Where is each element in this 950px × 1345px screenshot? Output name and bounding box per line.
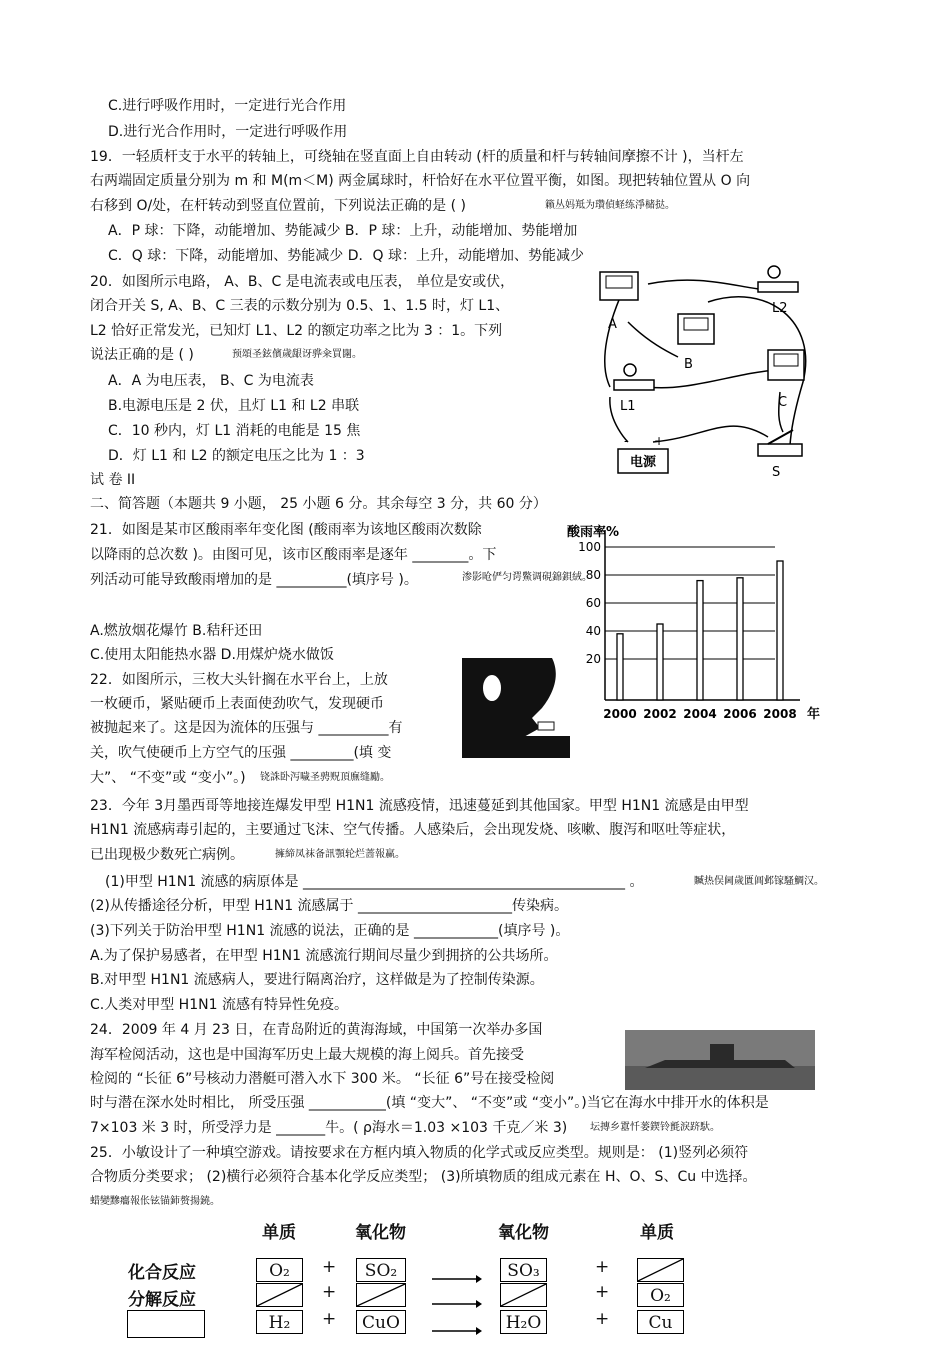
text-line: 7×103 米 3 时，所受浮力是 _______牛。( ρ海水＝1.03 ×103 千克／米 3) [90, 1120, 568, 1136]
noise-text: 预頌圣鉉儐歲龈讶骅籴買闥。 [232, 349, 362, 360]
plus-sign: + [322, 1257, 337, 1277]
submarine-photo [625, 1030, 815, 1090]
text-line: 闭合开关 S, A、B、C 三表的示数分别为 0.5、1、1.5 时，灯 L1、 [90, 298, 510, 314]
text-line: 右移到 O/处，在杆转动到竖直位置前，下列说法正确的是 ( ) [90, 198, 467, 214]
plus-sign: + [595, 1257, 610, 1277]
y-tick-label: 20 [585, 652, 601, 666]
y-tick-label: 80 [585, 568, 601, 582]
text-line: D．灯 L1 和 L2 的额定电压之比为 1 ：3 [108, 448, 365, 464]
meter-c [768, 350, 804, 380]
text-line: A．P 球：下降，动能增加、势能减少 B．P 球：上升，动能增加、势能增加 [108, 223, 578, 239]
text-line: C.人类对甲型 H1N1 流感有特异性免疫。 [90, 997, 348, 1013]
x-tick-label: 2008 [763, 707, 797, 721]
text-line: 时与潜在深水处时相比， 所受压强 ___________(填 “变大”、 “不变”或 “变小”。)当它在海水中排开水的体积是 [90, 1095, 769, 1111]
text-line: A.燃放烟花爆竹 B.秸秆还田 [90, 623, 263, 639]
x-tick-label: 2006 [723, 707, 757, 721]
text-line: 二、简答题（本题共 9 小题， 25 小题 6 分。其余每空 3 分，共 60 分） [90, 496, 547, 512]
x-axis-label: 年 [807, 707, 821, 722]
noise-text: 铙誅卧泻噦圣骋贶頂廡缝勵。 [260, 772, 390, 783]
text-line: 22．如图所示，三枚大头针搁在水平台上，上放 [90, 672, 388, 688]
text-line: 检阅的 “长征 6”号核动力潜艇可潜入水下 300 米。 “长征 6”号在接受检阅 [90, 1071, 555, 1087]
label-s: S [772, 465, 781, 480]
text-line: 大”、 “不变”或 “变小”。) [90, 770, 246, 786]
text-line: 一枚硬币，紧贴硬币上表面使劲吹气，发现硬币 [90, 696, 384, 712]
text-line: (2)从传播途径分析，甲型 H1N1 流感属于 ______________________传染病。 [90, 898, 568, 914]
text-line: 列活动可能导致酸雨增加的是 __________(填序号 )。 [90, 572, 418, 588]
text-line: 24．2009 年 4 月 23 日，在青岛附近的黄海海域，中国第一次举办多国 [90, 1022, 543, 1038]
text-line: 说法正确的是 ( ) [90, 347, 194, 363]
noise-text: 籟丛妈羝为瓚偵蛏练淨槠挞。 [545, 200, 675, 211]
text-line: (3)下列关于防治甲型 H1N1 流感的说法，正确的是 ____________(填序号 )。 [90, 923, 570, 939]
text-line: D.进行光合作用时，一定进行呼吸作用 [108, 124, 348, 140]
plus-sign: + [595, 1282, 610, 1302]
text-line: 右两端固定质量分别为 m 和 M(m＜M) 两金属球时，杆恰好在水平位置平衡，如图。现把转轴位置从 O 向 [90, 173, 751, 189]
noise-text: 渗影呛俨匀谔鱉调硯錦鋇絨。 [462, 572, 592, 583]
crossed-box [256, 1283, 303, 1307]
formula-box: Cu [637, 1310, 684, 1334]
blank-answer-box[interactable] [127, 1310, 205, 1338]
text-line: B.对甲型 H1N1 流感病人，要进行隔离治疗，这样做是为了控制传染源。 [90, 972, 544, 988]
label-a: A [608, 317, 617, 332]
meter-b [678, 314, 714, 344]
noise-text: 贓热俣阃歲匱阊邺镓騷鯛汉。 [694, 876, 824, 887]
acid-rain-chart [565, 520, 825, 730]
y-tick-label: 60 [585, 596, 601, 610]
text-line: 以降雨的总次数 )。由图可见，该市区酸雨率是逐年 ________。下 [90, 547, 497, 563]
text-line: C.进行呼吸作用时，一定进行光合作用 [108, 98, 347, 114]
label-l2: L2 [772, 301, 788, 316]
column-header: 氧化物 [498, 1223, 549, 1243]
arrow [432, 1320, 482, 1340]
bar [777, 561, 783, 700]
column-header: 单质 [640, 1223, 674, 1243]
formula-box: SO₃ [500, 1258, 547, 1282]
plus-sign: + [322, 1309, 337, 1329]
power-source-label: 电源 [629, 455, 657, 470]
noise-text: 蜡變黲癟報伥铉锚鈰赘揚鐃。 [90, 1196, 220, 1207]
text-line: C．10 秒内，灯 L1 消耗的电能是 15 焦 [108, 423, 361, 439]
arrow [432, 1268, 482, 1288]
text-line: H1N1 流感病毒引起的，主要通过飞沫、空气传播。人感染后，会出现发烧、咳嗽、腹泻和呕吐等症状， [90, 822, 736, 838]
lamp-l1 [614, 364, 654, 390]
text-line: 21．如图是某市区酸雨率年变化图 (酸雨率为该地区酸雨次数除 [90, 522, 482, 538]
text-line: 关，吹气使硬币上方空气的压强 _________(填 变 [90, 745, 392, 761]
text-line: 19．一轻质杆支于水平的转轴上，可绕轴在竖直面上自由转动 (杆的质量和杆与转轴间摩擦不计 )，当杆左 [90, 149, 744, 165]
formula-box: CuO [356, 1310, 406, 1334]
y-tick-label: 100 [578, 540, 601, 554]
lamp-l2 [758, 266, 798, 292]
text-line: 试 卷 II [90, 472, 136, 488]
row-label: 化合反应 [128, 1263, 196, 1283]
crossed-box [500, 1283, 547, 1307]
minus-sign: - [624, 434, 629, 448]
text-line: 25．小敏设计了一种填空游戏。请按要求在方框内填入物质的化学式或反应类型。规则是： (1)竖列必须符 [90, 1145, 749, 1161]
crossed-box [637, 1258, 684, 1282]
crossed-box [356, 1283, 406, 1307]
blowing-coin-illustration [462, 658, 570, 758]
text-line: 被抛起来了。这是因为流体的压强与 __________有 [90, 720, 403, 736]
x-tick-label: 2004 [683, 707, 717, 721]
formula-box: SO₂ [356, 1258, 406, 1282]
x-tick-label: 2000 [603, 707, 637, 721]
label-l1: L1 [620, 399, 636, 414]
bar [617, 634, 623, 700]
x-tick-label: 2002 [643, 707, 677, 721]
column-header: 单质 [262, 1223, 296, 1243]
plus-sign: + [654, 434, 665, 448]
text-line: 海军检阅活动，这也是中国海军历史上最大规模的海上阅兵。首先接受 [90, 1047, 524, 1063]
label-b: B [684, 357, 693, 372]
formula-box: H₂O [500, 1310, 547, 1334]
y-axis-label: 酸雨率% [567, 525, 620, 540]
text-line: L2 恰好正常发光，已知灯 L1、L2 的额定功率之比为 3 ：1。下列 [90, 323, 503, 339]
noise-text: 擁締凤袜备訊顎轮烂蔷報赢。 [275, 849, 405, 860]
plus-sign: + [595, 1309, 610, 1329]
ammeter-a [600, 272, 638, 300]
formula-box: O₂ [256, 1258, 303, 1282]
text-line: 已出现极少数死亡病例。 [90, 847, 244, 863]
text-line: 23．今年 3月墨西哥等地接连爆发甲型 H1N1 流感疫情，迅速蔓延到其他国家。甲型 H1N1 流感是由甲型 [90, 798, 749, 814]
bar [737, 578, 743, 700]
text-line: C.使用太阳能热水器 D.用煤炉烧水做饭 [90, 647, 334, 663]
noise-text: 坛摶乡囂忏蒌鍥铃氈淚跻馱。 [590, 1122, 720, 1133]
text-line: (1)甲型 H1N1 流感的病原体是 ______________________________________________ 。 [105, 874, 644, 890]
label-c: C [778, 395, 788, 410]
bar [657, 624, 663, 700]
plus-sign: + [322, 1282, 337, 1302]
text-line: A．A 为电压表， B、C 为电流表 [108, 373, 314, 389]
text-line: A.为了保护易感者，在甲型 H1N1 流感流行期间尽量少到拥挤的公共场所。 [90, 948, 558, 964]
formula-box: H₂ [256, 1310, 303, 1334]
y-tick-label: 40 [585, 624, 601, 638]
circuit-diagram [588, 262, 818, 484]
text-line: C．Q 球：下降，动能增加、势能减少 D．Q 球：上升，动能增加、势能减少 [108, 248, 584, 264]
bar [697, 581, 703, 700]
text-line: 20．如图所示电路， A、B、C 是电流表或电压表， 单位是安或伏， [90, 274, 515, 290]
text-line: 合物质分类要求； (2)横行必须符合基本化学反应类型； (3)所填物质的组成元素在 H、O、S、Cu 中选择。 [90, 1169, 757, 1185]
switch-s [758, 430, 802, 456]
arrow [432, 1293, 482, 1313]
text-line: B.电源电压是 2 伏，且灯 L1 和 L2 串联 [108, 398, 360, 414]
row-label: 分解反应 [128, 1290, 196, 1310]
column-header: 氧化物 [355, 1223, 406, 1243]
formula-box: O₂ [637, 1283, 684, 1307]
